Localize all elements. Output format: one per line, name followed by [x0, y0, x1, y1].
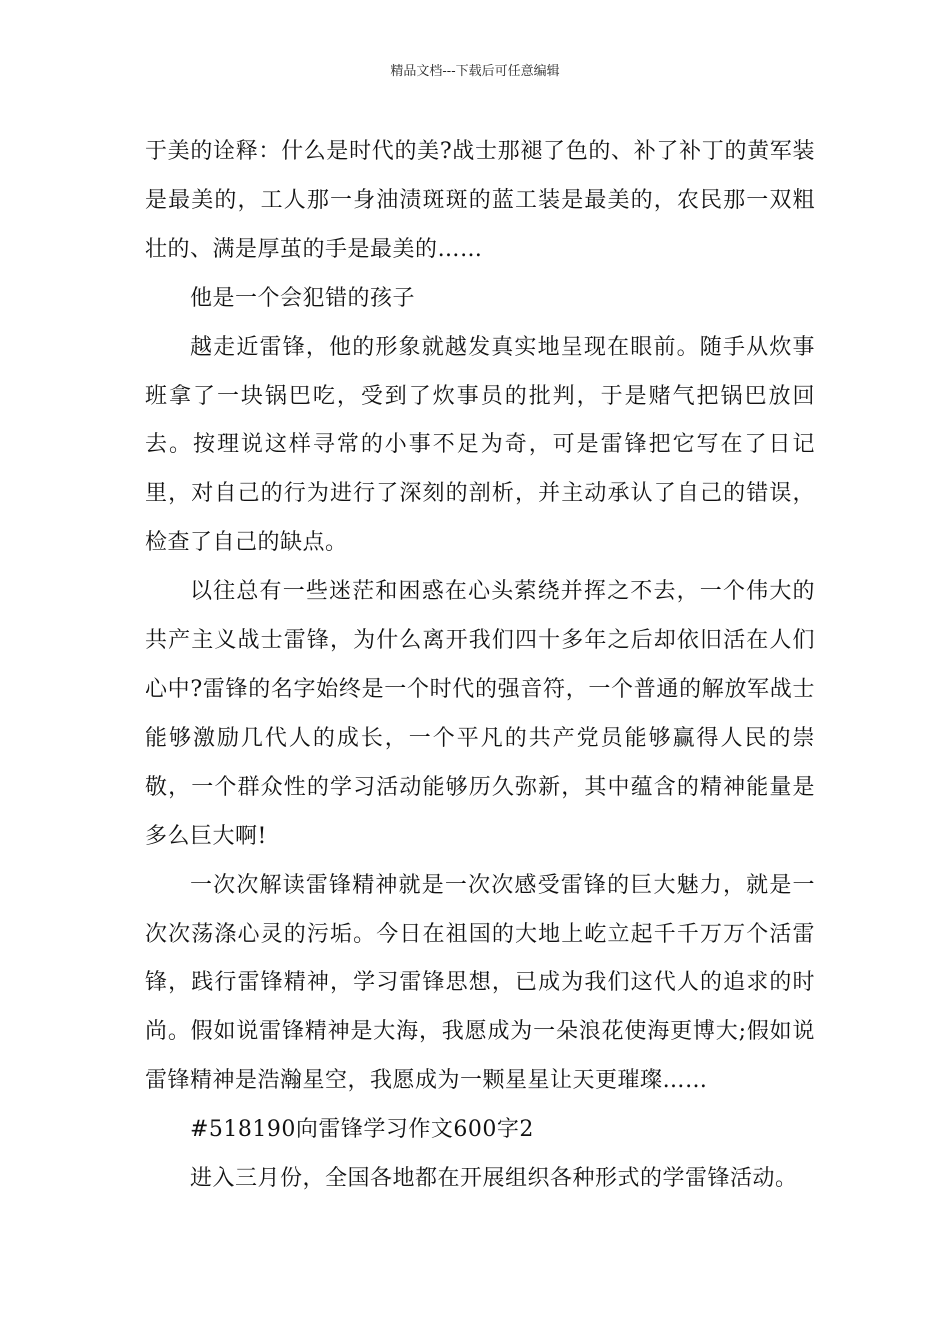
- paragraph: 进入三月份，全国各地都在开展组织各种形式的学雷锋活动。: [190, 1166, 798, 1192]
- paragraph-continuation: 于美的诠释：什么是时代的美?战士那褪了色的、补了补丁的黄军装是最美的，工人那一身油渍斑斑的蓝工装是最美的，农民那一双粗壮的、满是厚茧的手是最美的……: [145, 139, 815, 262]
- paragraph: 越走近雷锋，他的形象就越发真实地呈现在眼前。随手从炊事班拿了一块锅巴吃，受到了炊事员的批判，于是赌气把锅巴放回去。按理说这样寻常的小事不足为奇，可是雷锋把它写在了日记里，对自己的行为进行了深刻的剖析，并主动承认了自己的错误，检查了自己的缺点。: [145, 334, 815, 556]
- paragraph: 一次次解读雷锋精神就是一次次感受雷锋的巨大魅力，就是一次次荡涤心灵的污垢。今日在祖国的大地上屹立起千千万万个活雷锋，践行雷锋精神，学习雷锋思想，已成为我们这代人的追求的时尚。假如说雷锋精神是大海，我愿成为一朵浪花使海更博大;假如说雷锋精神是浩瀚星空，我愿成为一颗星星让天更璀璨……: [145, 872, 815, 1094]
- essay-title: #518190向雷锋学习作文600字2: [190, 1117, 534, 1143]
- paragraph: 以往总有一些迷茫和困惑在心头萦绕并挥之不去，一个伟大的共产主义战士雷锋，为什么离开我们四十多年之后却依旧活在人们心中?雷锋的名字始终是一个时代的强音符，一个普通的解放军战士能够激励几代人的成长，一个平凡的共产党员能够赢得人民的崇敬，一个群众性的学习活动能够历久弥新，其中蕴含的精神能量是多么巨大啊!: [145, 579, 815, 849]
- section-heading: 他是一个会犯错的孩子: [190, 285, 416, 311]
- document-body: [145, 128, 815, 1204]
- page-header: 精品文档---下载后可任意编辑: [390, 64, 560, 79]
